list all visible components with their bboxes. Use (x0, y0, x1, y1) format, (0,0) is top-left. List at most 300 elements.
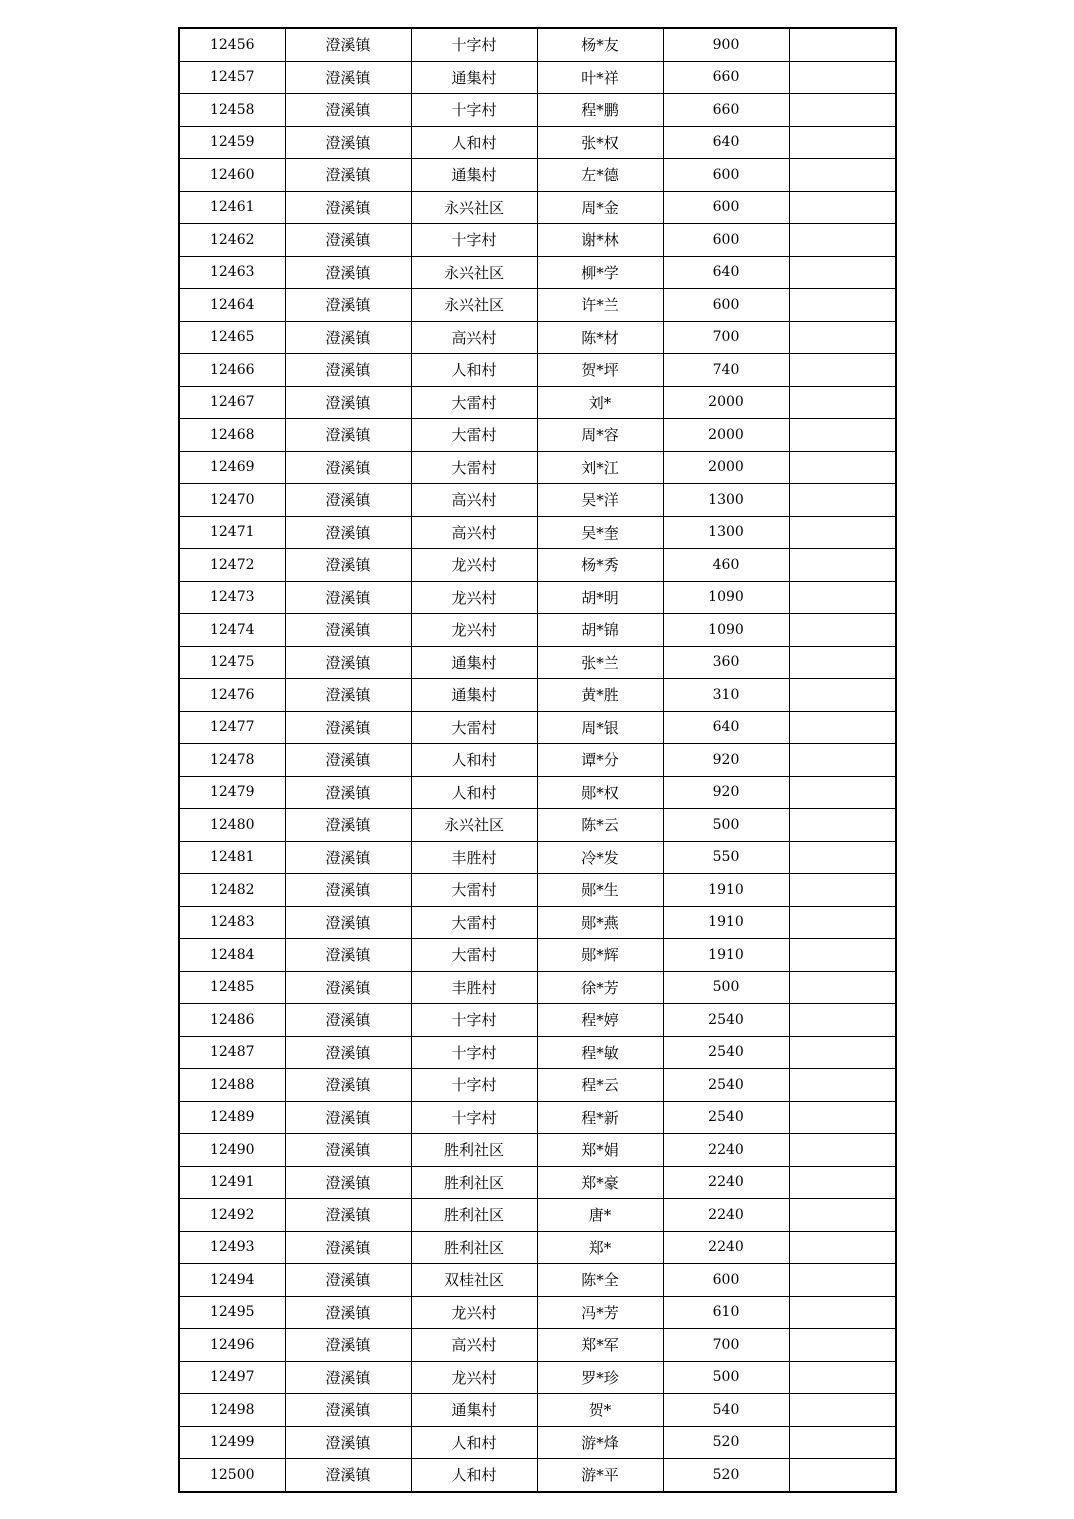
amount-cell: 520 (663, 1426, 789, 1459)
name-cell: 贺*坪 (537, 354, 663, 387)
table-row (179, 971, 896, 1004)
record-id-cell: 12485 (179, 971, 285, 1004)
record-id-cell: 12490 (179, 1134, 285, 1167)
note-cell (789, 61, 896, 94)
record-id-cell: 12481 (179, 841, 285, 874)
table-row (179, 1459, 896, 1492)
note-cell (789, 1329, 896, 1362)
record-id-cell: 12477 (179, 711, 285, 744)
town-cell: 澄溪镇 (285, 1361, 411, 1394)
town-cell: 澄溪镇 (285, 581, 411, 614)
note-cell (789, 549, 896, 582)
town-cell: 澄溪镇 (285, 679, 411, 712)
record-id-cell: 12491 (179, 1166, 285, 1199)
subsidy-table (178, 27, 897, 1493)
village-cell: 通集村 (411, 1394, 537, 1427)
note-cell (789, 906, 896, 939)
note-cell (789, 711, 896, 744)
note-cell (789, 841, 896, 874)
note-cell (789, 809, 896, 842)
table-row (179, 386, 896, 419)
village-cell: 十字村 (411, 1004, 537, 1037)
record-id-cell: 12486 (179, 1004, 285, 1037)
amount-cell: 2240 (663, 1134, 789, 1167)
village-cell: 大雷村 (411, 386, 537, 419)
amount-cell: 2540 (663, 1101, 789, 1134)
table-row (179, 1296, 896, 1329)
name-cell: 叶*祥 (537, 61, 663, 94)
name-cell: 游*烽 (537, 1426, 663, 1459)
village-cell: 龙兴村 (411, 581, 537, 614)
table-row (179, 28, 896, 61)
note-cell (789, 1394, 896, 1427)
record-id-cell: 12476 (179, 679, 285, 712)
town-cell: 澄溪镇 (285, 1004, 411, 1037)
town-cell: 澄溪镇 (285, 1166, 411, 1199)
name-cell: 周*银 (537, 711, 663, 744)
table-row (179, 1036, 896, 1069)
record-id-cell: 12459 (179, 126, 285, 159)
record-id-cell: 12498 (179, 1394, 285, 1427)
village-cell: 十字村 (411, 1069, 537, 1102)
name-cell: 陈*云 (537, 809, 663, 842)
note-cell (789, 1426, 896, 1459)
town-cell: 澄溪镇 (285, 1459, 411, 1492)
village-cell: 大雷村 (411, 419, 537, 452)
village-cell: 通集村 (411, 159, 537, 192)
village-cell: 通集村 (411, 679, 537, 712)
record-id-cell: 12472 (179, 549, 285, 582)
town-cell: 澄溪镇 (285, 1329, 411, 1362)
record-id-cell: 12473 (179, 581, 285, 614)
town-cell: 澄溪镇 (285, 256, 411, 289)
amount-cell: 660 (663, 94, 789, 127)
town-cell: 澄溪镇 (285, 776, 411, 809)
record-id-cell: 12469 (179, 451, 285, 484)
note-cell (789, 354, 896, 387)
town-cell: 澄溪镇 (285, 94, 411, 127)
name-cell: 郑*娟 (537, 1134, 663, 1167)
name-cell: 胡*锦 (537, 614, 663, 647)
name-cell: 程*鹏 (537, 94, 663, 127)
table-row (179, 256, 896, 289)
note-cell (789, 28, 896, 61)
name-cell: 周*金 (537, 191, 663, 224)
note-cell (789, 1296, 896, 1329)
table-row (179, 224, 896, 257)
name-cell: 郧*权 (537, 776, 663, 809)
amount-cell: 640 (663, 711, 789, 744)
amount-cell: 360 (663, 646, 789, 679)
table-row (179, 906, 896, 939)
village-cell: 人和村 (411, 126, 537, 159)
amount-cell: 920 (663, 776, 789, 809)
table-row (179, 711, 896, 744)
note-cell (789, 1459, 896, 1492)
village-cell: 龙兴村 (411, 1361, 537, 1394)
note-cell (789, 386, 896, 419)
town-cell: 澄溪镇 (285, 159, 411, 192)
amount-cell: 1300 (663, 484, 789, 517)
record-id-cell: 12475 (179, 646, 285, 679)
village-cell: 丰胜村 (411, 841, 537, 874)
note-cell (789, 1264, 896, 1297)
town-cell: 澄溪镇 (285, 1426, 411, 1459)
note-cell (789, 126, 896, 159)
table-row (179, 321, 896, 354)
amount-cell: 2000 (663, 451, 789, 484)
record-id-cell: 12463 (179, 256, 285, 289)
village-cell: 通集村 (411, 61, 537, 94)
table-row (179, 744, 896, 777)
name-cell: 唐* (537, 1199, 663, 1232)
record-id-cell: 12492 (179, 1199, 285, 1232)
town-cell: 澄溪镇 (285, 744, 411, 777)
name-cell: 许*兰 (537, 289, 663, 322)
amount-cell: 2540 (663, 1004, 789, 1037)
village-cell: 龙兴村 (411, 549, 537, 582)
amount-cell: 500 (663, 971, 789, 1004)
record-id-cell: 12471 (179, 516, 285, 549)
name-cell: 冷*发 (537, 841, 663, 874)
town-cell: 澄溪镇 (285, 711, 411, 744)
name-cell: 郧*辉 (537, 939, 663, 972)
village-cell: 永兴社区 (411, 289, 537, 322)
town-cell: 澄溪镇 (285, 1101, 411, 1134)
table-row (179, 61, 896, 94)
village-cell: 永兴社区 (411, 809, 537, 842)
amount-cell: 920 (663, 744, 789, 777)
record-id-cell: 12458 (179, 94, 285, 127)
table-row (179, 841, 896, 874)
name-cell: 罗*珍 (537, 1361, 663, 1394)
table-row (179, 191, 896, 224)
note-cell (789, 1069, 896, 1102)
table-row (179, 874, 896, 907)
town-cell: 澄溪镇 (285, 971, 411, 1004)
record-id-cell: 12462 (179, 224, 285, 257)
village-cell: 十字村 (411, 1101, 537, 1134)
name-cell: 郧*燕 (537, 906, 663, 939)
amount-cell: 700 (663, 1329, 789, 1362)
amount-cell: 2540 (663, 1036, 789, 1069)
village-cell: 大雷村 (411, 906, 537, 939)
village-cell: 丰胜村 (411, 971, 537, 1004)
town-cell: 澄溪镇 (285, 289, 411, 322)
name-cell: 程*新 (537, 1101, 663, 1134)
table-row (179, 939, 896, 972)
table-row (179, 1329, 896, 1362)
town-cell: 澄溪镇 (285, 516, 411, 549)
record-id-cell: 12499 (179, 1426, 285, 1459)
village-cell: 胜利社区 (411, 1199, 537, 1232)
village-cell: 大雷村 (411, 711, 537, 744)
table-row (179, 776, 896, 809)
town-cell: 澄溪镇 (285, 386, 411, 419)
village-cell: 双桂社区 (411, 1264, 537, 1297)
record-id-cell: 12482 (179, 874, 285, 907)
record-id-cell: 12493 (179, 1231, 285, 1264)
name-cell: 郧*生 (537, 874, 663, 907)
table-row (179, 1394, 896, 1427)
amount-cell: 600 (663, 1264, 789, 1297)
note-cell (789, 94, 896, 127)
village-cell: 人和村 (411, 1459, 537, 1492)
table-row (179, 1069, 896, 1102)
record-id-cell: 12483 (179, 906, 285, 939)
name-cell: 杨*友 (537, 28, 663, 61)
town-cell: 澄溪镇 (285, 939, 411, 972)
record-id-cell: 12474 (179, 614, 285, 647)
town-cell: 澄溪镇 (285, 549, 411, 582)
name-cell: 吴*奎 (537, 516, 663, 549)
record-id-cell: 12468 (179, 419, 285, 452)
record-id-cell: 12466 (179, 354, 285, 387)
table-row (179, 484, 896, 517)
amount-cell: 2240 (663, 1199, 789, 1232)
town-cell: 澄溪镇 (285, 1199, 411, 1232)
table-row (179, 419, 896, 452)
town-cell: 澄溪镇 (285, 841, 411, 874)
village-cell: 胜利社区 (411, 1166, 537, 1199)
town-cell: 澄溪镇 (285, 809, 411, 842)
amount-cell: 2000 (663, 386, 789, 419)
town-cell: 澄溪镇 (285, 451, 411, 484)
table-row (179, 1134, 896, 1167)
record-id-cell: 12480 (179, 809, 285, 842)
name-cell: 柳*学 (537, 256, 663, 289)
amount-cell: 2240 (663, 1166, 789, 1199)
village-cell: 龙兴村 (411, 1296, 537, 1329)
village-cell: 十字村 (411, 224, 537, 257)
amount-cell: 600 (663, 224, 789, 257)
town-cell: 澄溪镇 (285, 61, 411, 94)
record-id-cell: 12465 (179, 321, 285, 354)
table-row (179, 1426, 896, 1459)
note-cell (789, 224, 896, 257)
village-cell: 永兴社区 (411, 256, 537, 289)
name-cell: 程*云 (537, 1069, 663, 1102)
note-cell (789, 289, 896, 322)
amount-cell: 460 (663, 549, 789, 582)
name-cell: 陈*全 (537, 1264, 663, 1297)
village-cell: 高兴村 (411, 516, 537, 549)
amount-cell: 2240 (663, 1231, 789, 1264)
note-cell (789, 484, 896, 517)
note-cell (789, 191, 896, 224)
town-cell: 澄溪镇 (285, 1036, 411, 1069)
amount-cell: 900 (663, 28, 789, 61)
town-cell: 澄溪镇 (285, 1231, 411, 1264)
town-cell: 澄溪镇 (285, 126, 411, 159)
name-cell: 吴*洋 (537, 484, 663, 517)
record-id-cell: 12500 (179, 1459, 285, 1492)
amount-cell: 640 (663, 256, 789, 289)
note-cell (789, 1004, 896, 1037)
note-cell (789, 159, 896, 192)
amount-cell: 550 (663, 841, 789, 874)
name-cell: 郑*军 (537, 1329, 663, 1362)
record-id-cell: 12467 (179, 386, 285, 419)
note-cell (789, 874, 896, 907)
village-cell: 通集村 (411, 646, 537, 679)
name-cell: 游*平 (537, 1459, 663, 1492)
town-cell: 澄溪镇 (285, 906, 411, 939)
name-cell: 刘* (537, 386, 663, 419)
village-cell: 永兴社区 (411, 191, 537, 224)
note-cell (789, 1036, 896, 1069)
town-cell: 澄溪镇 (285, 191, 411, 224)
name-cell: 左*德 (537, 159, 663, 192)
record-id-cell: 12470 (179, 484, 285, 517)
table-row (179, 354, 896, 387)
table-row (179, 549, 896, 582)
town-cell: 澄溪镇 (285, 28, 411, 61)
town-cell: 澄溪镇 (285, 354, 411, 387)
note-cell (789, 776, 896, 809)
village-cell: 十字村 (411, 1036, 537, 1069)
table-row (179, 289, 896, 322)
record-id-cell: 12479 (179, 776, 285, 809)
amount-cell: 640 (663, 126, 789, 159)
town-cell: 澄溪镇 (285, 484, 411, 517)
record-id-cell: 12464 (179, 289, 285, 322)
amount-cell: 700 (663, 321, 789, 354)
amount-cell: 660 (663, 61, 789, 94)
amount-cell: 500 (663, 1361, 789, 1394)
record-id-cell: 12489 (179, 1101, 285, 1134)
village-cell: 胜利社区 (411, 1231, 537, 1264)
name-cell: 陈*材 (537, 321, 663, 354)
table-row (179, 94, 896, 127)
record-id-cell: 12487 (179, 1036, 285, 1069)
town-cell: 澄溪镇 (285, 1264, 411, 1297)
town-cell: 澄溪镇 (285, 1069, 411, 1102)
amount-cell: 600 (663, 159, 789, 192)
name-cell: 程*婷 (537, 1004, 663, 1037)
name-cell: 冯*芳 (537, 1296, 663, 1329)
table-row (179, 1166, 896, 1199)
note-cell (789, 679, 896, 712)
table-row (179, 679, 896, 712)
table-row (179, 1264, 896, 1297)
record-id-cell: 12484 (179, 939, 285, 972)
village-cell: 龙兴村 (411, 614, 537, 647)
note-cell (789, 1134, 896, 1167)
amount-cell: 1090 (663, 614, 789, 647)
town-cell: 澄溪镇 (285, 321, 411, 354)
table-row (179, 1101, 896, 1134)
note-cell (789, 971, 896, 1004)
amount-cell: 600 (663, 191, 789, 224)
village-cell: 胜利社区 (411, 1134, 537, 1167)
village-cell: 人和村 (411, 744, 537, 777)
name-cell: 张*权 (537, 126, 663, 159)
amount-cell: 540 (663, 1394, 789, 1427)
amount-cell: 600 (663, 289, 789, 322)
name-cell: 贺* (537, 1394, 663, 1427)
village-cell: 高兴村 (411, 484, 537, 517)
village-cell: 人和村 (411, 354, 537, 387)
town-cell: 澄溪镇 (285, 419, 411, 452)
table-row (179, 646, 896, 679)
village-cell: 人和村 (411, 776, 537, 809)
village-cell: 十字村 (411, 94, 537, 127)
table-row (179, 516, 896, 549)
town-cell: 澄溪镇 (285, 614, 411, 647)
table-body (179, 28, 896, 1492)
note-cell (789, 451, 896, 484)
amount-cell: 520 (663, 1459, 789, 1492)
amount-cell: 2000 (663, 419, 789, 452)
table-row (179, 1231, 896, 1264)
table-row (179, 451, 896, 484)
amount-cell: 740 (663, 354, 789, 387)
name-cell: 杨*秀 (537, 549, 663, 582)
note-cell (789, 1166, 896, 1199)
name-cell: 黄*胜 (537, 679, 663, 712)
name-cell: 刘*江 (537, 451, 663, 484)
record-id-cell: 12461 (179, 191, 285, 224)
town-cell: 澄溪镇 (285, 646, 411, 679)
note-cell (789, 256, 896, 289)
note-cell (789, 1199, 896, 1232)
amount-cell: 1300 (663, 516, 789, 549)
town-cell: 澄溪镇 (285, 1134, 411, 1167)
village-cell: 大雷村 (411, 451, 537, 484)
amount-cell: 610 (663, 1296, 789, 1329)
name-cell: 胡*明 (537, 581, 663, 614)
table-row (179, 1199, 896, 1232)
name-cell: 谭*分 (537, 744, 663, 777)
note-cell (789, 516, 896, 549)
table-row (179, 1361, 896, 1394)
note-cell (789, 581, 896, 614)
record-id-cell: 12478 (179, 744, 285, 777)
village-cell: 高兴村 (411, 321, 537, 354)
name-cell: 谢*林 (537, 224, 663, 257)
record-id-cell: 12497 (179, 1361, 285, 1394)
amount-cell: 1910 (663, 874, 789, 907)
record-id-cell: 12488 (179, 1069, 285, 1102)
name-cell: 程*敏 (537, 1036, 663, 1069)
amount-cell: 310 (663, 679, 789, 712)
name-cell: 徐*芳 (537, 971, 663, 1004)
note-cell (789, 1231, 896, 1264)
name-cell: 郑*豪 (537, 1166, 663, 1199)
name-cell: 张*兰 (537, 646, 663, 679)
town-cell: 澄溪镇 (285, 1394, 411, 1427)
village-cell: 高兴村 (411, 1329, 537, 1362)
amount-cell: 1910 (663, 939, 789, 972)
note-cell (789, 614, 896, 647)
town-cell: 澄溪镇 (285, 1296, 411, 1329)
note-cell (789, 321, 896, 354)
name-cell: 郑* (537, 1231, 663, 1264)
note-cell (789, 1101, 896, 1134)
table-row (179, 581, 896, 614)
table-row (179, 809, 896, 842)
village-cell: 大雷村 (411, 874, 537, 907)
town-cell: 澄溪镇 (285, 874, 411, 907)
table-row (179, 1004, 896, 1037)
document-page (178, 27, 895, 1493)
amount-cell: 2540 (663, 1069, 789, 1102)
village-cell: 大雷村 (411, 939, 537, 972)
table-row (179, 126, 896, 159)
record-id-cell: 12456 (179, 28, 285, 61)
record-id-cell: 12457 (179, 61, 285, 94)
